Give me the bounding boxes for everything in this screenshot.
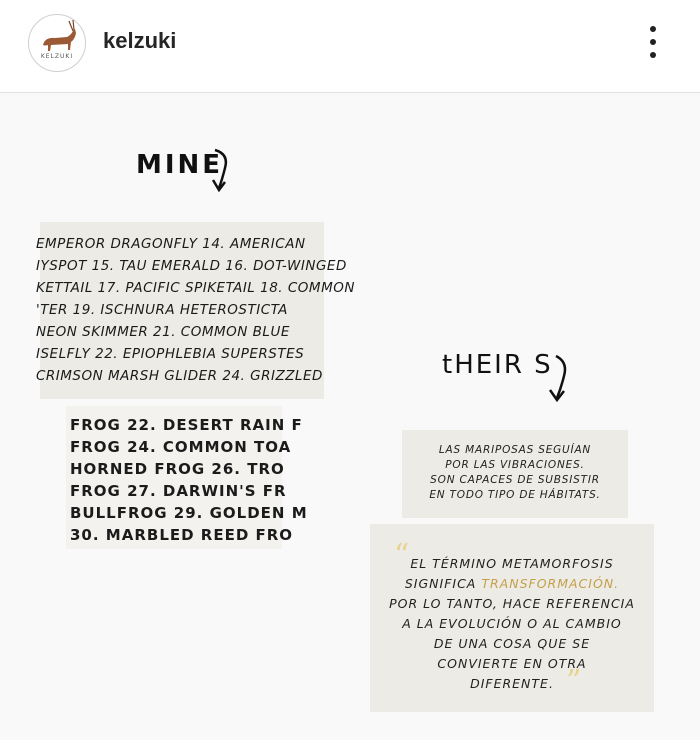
metamorphosis-quote-card [370, 524, 654, 712]
avatar[interactable] [28, 14, 86, 72]
card-line: BULLFROG 29. GOLDEN M [70, 504, 308, 522]
card-line [370, 576, 654, 591]
arrow-down-icon [205, 146, 235, 194]
post-header [0, 0, 700, 93]
card-line: DE UNA COSA QUE SE [433, 636, 591, 651]
label-mine: MINE [136, 150, 224, 180]
card-line: ISELFLY 22. EPIOPHLEBIA SUPERSTES [36, 346, 305, 362]
card-line: FROG 24. COMMON TOA [70, 438, 292, 456]
card-line: SON CAPACES DE SUBSISTIR [430, 474, 600, 486]
card-line: 30. MARBLED REED FRO [70, 526, 294, 544]
card-line: DIFERENTE. [470, 676, 554, 691]
card-line: CONVIERTE EN OTRA [437, 656, 587, 671]
avatar-text: KELZUKI [40, 53, 74, 60]
more-options-icon[interactable] [640, 24, 666, 60]
label-theirs: tHEIR S [442, 350, 553, 380]
username[interactable]: kelzuki [103, 28, 177, 53]
close-quote-icon: ” [566, 664, 582, 699]
card-line: 'TER 19. ISCHNURA HETEROSTICTA [36, 302, 288, 318]
card-line: LAS MARIPOSAS SEGUÍAN [438, 444, 592, 456]
card-line: FROG 22. DESERT RAIN F [70, 416, 303, 434]
card-line: CRIMSON MARSH GLIDER 24. GRIZZLED [36, 368, 323, 384]
card-line: HORNED FROG 26. TRO [70, 460, 285, 478]
card-line: EN TODO TIPO DE HÁBITATS. [429, 489, 601, 501]
antelope-logo-icon [29, 15, 85, 71]
card-line: FROG 27. DARWIN'S FR [70, 482, 287, 500]
card-line: POR LAS VIBRACIONES. [445, 459, 585, 471]
frog-list-card [66, 406, 308, 549]
card-line: IYSPOT 15. TAU EMERALD 16. DOT-WINGED [36, 258, 347, 274]
card-line: NEON SKIMMER 21. COMMON BLUE [36, 324, 290, 340]
card-line: EMPEROR DRAGONFLY 14. AMERICAN [36, 236, 306, 252]
dragonfly-list-card [36, 222, 355, 399]
arrow-down-icon [544, 352, 574, 404]
open-quote-icon: “ [394, 538, 410, 573]
highlight-text: TRANSFORMACIÓN. [481, 576, 620, 591]
card-text: SIGNIFICA [404, 576, 482, 591]
card-line: POR LO TANTO, HACE REFERENCIA [389, 596, 635, 611]
card-line: EL TÉRMINO METAMORFOSIS [410, 556, 614, 571]
butterfly-fact-card [402, 430, 628, 518]
card-line: A LA EVOLUCIÓN O AL CAMBIO [402, 616, 622, 631]
card-line: KETTAIL 17. PACIFIC SPIKETAIL 18. COMMON [36, 280, 355, 296]
